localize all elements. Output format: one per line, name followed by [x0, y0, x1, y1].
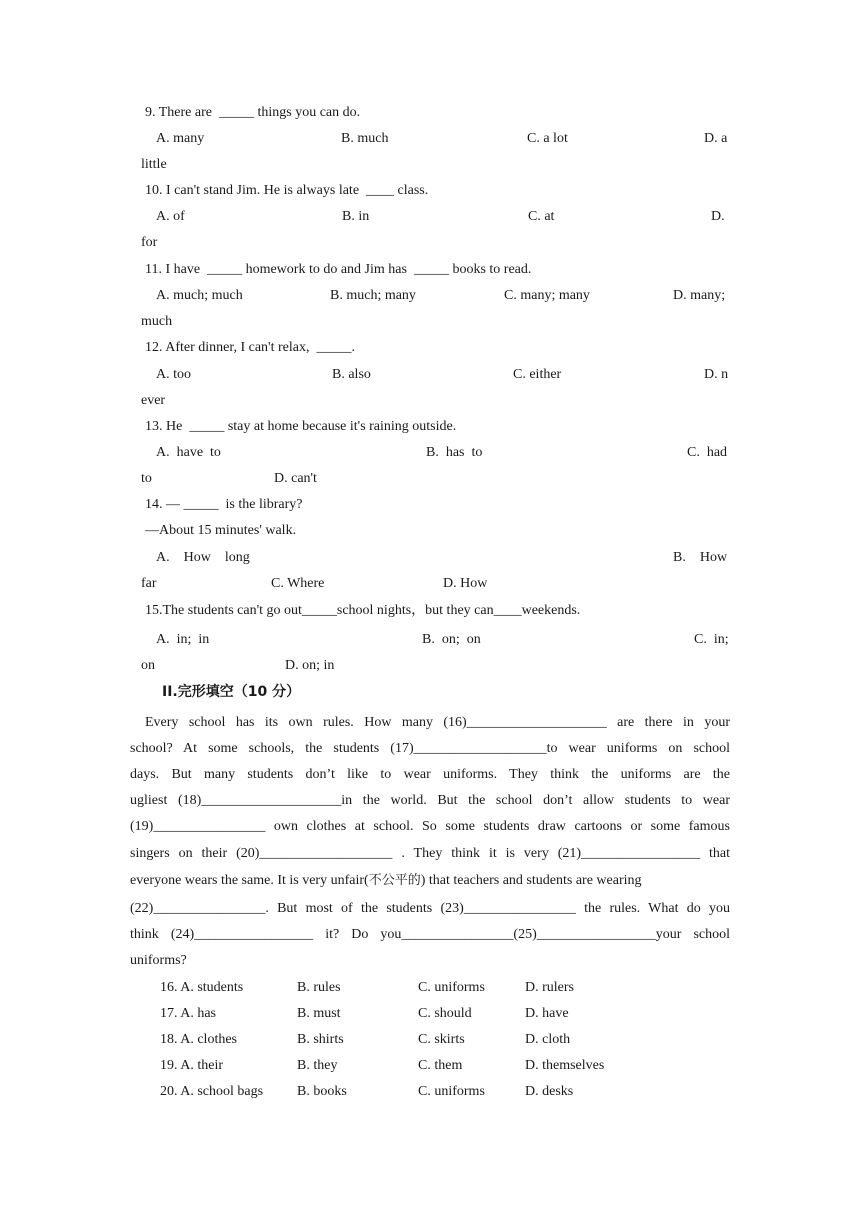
question-9-option-a: A. many [156, 131, 205, 146]
cloze-17-option-a: 17. A. has [160, 1006, 216, 1021]
passage-line-5: (19)________________ own clothes at school. So some students draw cartoons or some famous [130, 819, 730, 834]
passage-line-4: ugliest (18)____________________in the world. But the school don’t allow students to wear [130, 793, 730, 808]
cloze-18-option-b: B. shirts [297, 1032, 344, 1047]
question-15-stem: 15.The students can't go out_____school nights，but they can____weekends. [145, 603, 581, 618]
passage-line-7-start [130, 871, 642, 891]
cloze-18-option-c: C. skirts [418, 1032, 465, 1047]
question-9-stem: 9. There are _____ things you can do. [145, 105, 361, 120]
cloze-16-option-b: B. rules [297, 980, 341, 995]
passage-line-1: Every school has its own rules. How many (16)____________________ are there in your [145, 715, 730, 730]
cloze-19-option-d: D. themselves [525, 1058, 605, 1073]
question-12-option-d-cont: ever [141, 393, 166, 408]
cloze-20-option-c: C. uniforms [418, 1084, 485, 1099]
cloze-16-option-d: D. rulers [525, 980, 574, 995]
question-10-option-b: B. in [342, 209, 370, 224]
question-11-option-c: C. many; many [504, 288, 590, 303]
question-10-option-c: C. at [528, 209, 555, 224]
passage-line-8: (22)________________. But most of the students (23)________________ the rules. What do you [130, 901, 730, 916]
question-13-option-c: C. had [687, 445, 728, 460]
question-12-option-a: A. too [156, 367, 191, 382]
passage-line-7-pre: everyone wears the same. It is very unfair( [130, 873, 369, 888]
passage-line-2: school? At some schools, the students (17)___________________to wear uniforms on school [130, 741, 730, 756]
cloze-19-option-b: B. they [297, 1058, 338, 1073]
cloze-17-option-b: B. must [297, 1006, 341, 1021]
cloze-19-option-a: 19. A. their [160, 1058, 223, 1073]
question-9-option-b: B. much [341, 131, 389, 146]
question-13-option-c-cont: to [141, 471, 152, 486]
cloze-18-option-a: 18. A. clothes [160, 1032, 237, 1047]
question-14-option-d: D. How [443, 576, 488, 591]
question-15-option-c-cont: on [141, 658, 155, 673]
question-12-option-c: C. either [513, 367, 562, 382]
question-15-option-c: C. in; [694, 632, 729, 647]
question-14-option-b-cont: far [141, 576, 157, 591]
passage-line-3: days. But many students don’t like to wear uniforms. They think the uniforms are the [130, 767, 730, 782]
question-14-answer-line: —About 15 minutes' walk. [145, 523, 297, 538]
cloze-20-option-b: B. books [297, 1084, 347, 1099]
question-10-option-d-cont: for [141, 235, 158, 250]
section-2-title: II.完形填空（10 分） [162, 684, 301, 700]
question-9-option-d-cont: little [141, 157, 167, 172]
question-14-stem: 14. — _____ is the library? [145, 497, 303, 512]
passage-line-10: uniforms? [130, 953, 187, 968]
question-14-option-a: A. How long [156, 550, 250, 565]
question-13-stem: 13. He _____ stay at home because it's raining outside. [145, 419, 457, 434]
cloze-17-option-d: D. have [525, 1006, 569, 1021]
question-10-option-d: D. [711, 209, 725, 224]
question-13-option-a: A. have to [156, 445, 221, 460]
question-12-stem: 12. After dinner, I can't relax, _____. [145, 340, 355, 355]
passage-line-7-post: ) that teachers and students are wearing [420, 873, 642, 888]
passage-line-6: singers on their (20)___________________ . They think it is very (21)_________________ that [130, 846, 730, 861]
question-9-option-d: D. a [704, 131, 728, 146]
question-11-option-a: A. much; much [156, 288, 243, 303]
passage-line-7 [130, 871, 730, 891]
question-13-option-d: D. can't [274, 471, 317, 486]
question-11-stem: 11. I have _____ homework to do and Jim has _____ books to read. [145, 262, 532, 277]
question-15-option-a: A. in; in [156, 632, 210, 647]
question-9-option-c: C. a lot [527, 131, 568, 146]
cloze-19-option-c: C. them [418, 1058, 463, 1073]
cloze-20-option-d: D. desks [525, 1084, 574, 1099]
question-10-stem: 10. I can't stand Jim. He is always late ____ class. [145, 183, 429, 198]
question-14-option-c: C. Where [271, 576, 325, 591]
question-15-option-b: B. on; on [422, 632, 481, 647]
question-11-option-d-cont: much [141, 314, 173, 329]
cloze-20-option-a: 20. A. school bags [160, 1084, 264, 1099]
question-13-option-b: B. has to [426, 445, 483, 460]
question-10-option-a: A. of [156, 209, 185, 224]
cloze-16-option-c: C. uniforms [418, 980, 485, 995]
gloss-unfair: 不公平的 [368, 873, 421, 888]
cloze-18-option-d: D. cloth [525, 1032, 571, 1047]
cloze-17-option-c: C. should [418, 1006, 472, 1021]
cloze-16-option-a: 16. A. students [160, 980, 244, 995]
question-11-option-b: B. much; many [330, 288, 416, 303]
question-14-option-b: B. How [673, 550, 728, 565]
question-12-option-b: B. also [332, 367, 371, 382]
question-12-option-d: D. n [704, 367, 729, 382]
passage-line-9: think (24)_________________ it? Do you________________(25)_________________your school [130, 927, 730, 942]
question-11-option-d: D. many; [673, 288, 726, 303]
question-15-option-d: D. on; in [285, 658, 335, 673]
